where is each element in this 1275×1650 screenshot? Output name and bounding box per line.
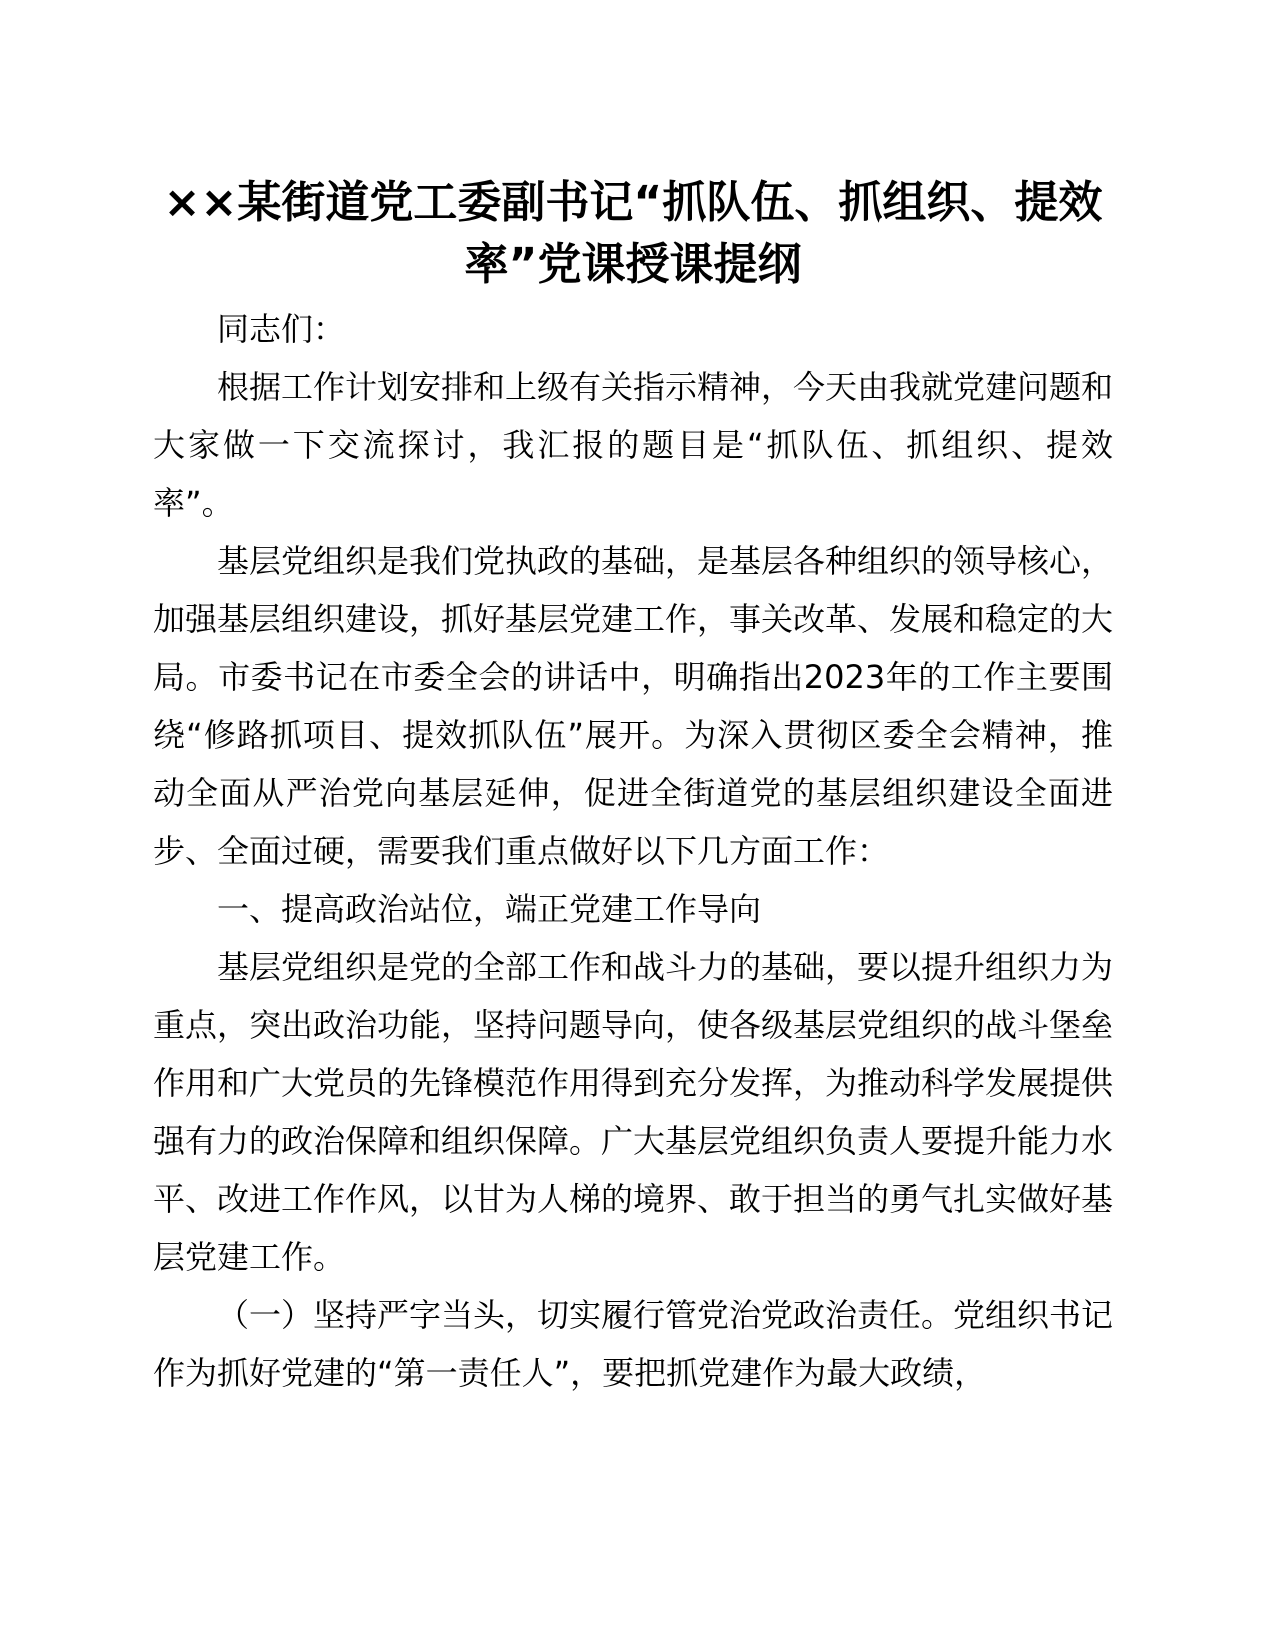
title-line-1: ××某街道党工委副书记“抓队伍、抓组织、提效	[163, 177, 1103, 228]
paragraph-background: 基层党组织是我们党执政的基础，是基层各种组织的领导核心，加强基层组织建设，抓好基层党建工作，事关改革、发展和稳定的大局。市委书记在市委全会的讲话中，明确指出2023年的工作主要围绕“修路抓项目、提效抓队伍”展开。为深入贯彻区委全会精神，推动全面从严治党向基层延伸，促进全街道党的基层组织建设全面进步、全面过硬，需要我们重点做好以下几方面工作：	[153, 542, 1114, 870]
greeting: 同志们：	[217, 310, 346, 348]
paragraph-subsection-1: （一）坚持严字当头，切实履行管党治党政治责任。党组织书记作为抓好党建的“第一责任人”，要把抓党建作为最大政绩，	[153, 1296, 1114, 1392]
document-body	[153, 172, 1113, 1402]
title-line-2: 率”党课授课提纲	[464, 239, 802, 290]
section-heading-1: 一、提高政治站位，端正党建工作导向	[217, 890, 762, 928]
paragraph-section-1: 基层党组织是党的全部工作和战斗力的基础，要以提升组织力为重点，突出政治功能，坚持问题导向，使各级基层党组织的战斗堡垒作用和广大党员的先锋模范作用得到充分发挥，为推动科学发展提供强有力的政治保障和组织保障。广大基层党组织负责人要提升能力水平、改进工作作风，以甘为人梯的境界、敢于担当的勇气扎实做好基层党建工作。	[153, 948, 1114, 1276]
document-title	[153, 172, 1113, 296]
paragraph-intro: 根据工作计划安排和上级有关指示精神，今天由我就党建问题和大家做一下交流探讨，我汇报的题目是“抓队伍、抓组织、提效率”。	[153, 368, 1114, 522]
